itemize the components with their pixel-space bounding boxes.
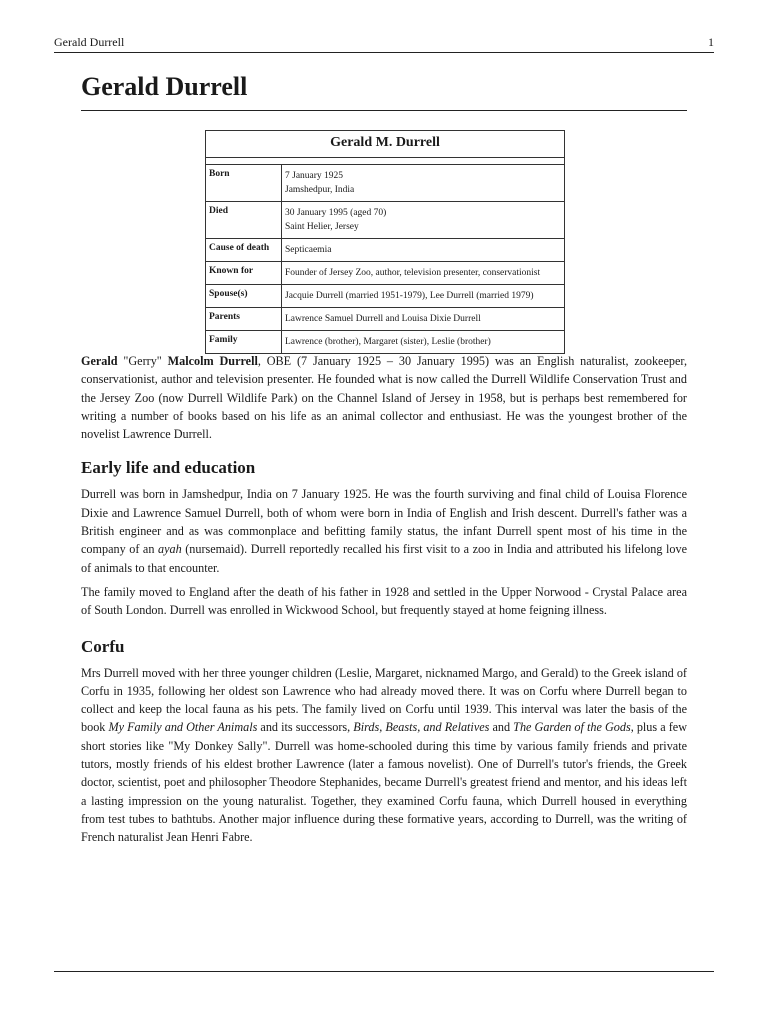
text-span: , plus a few short stories like "My Donkey Sally". Durrell was home-schooled during this time by various family friends and private tutors, mostly friends of his eldest brother Lawrence (later a famous novelist). One of Durrell's tutor's friends, the Greek doctor, scientist, poet and philosopher Theodore Stephanides, became Durrell's greatest friend and mentor, and his ideas left a lasting impression on the young naturalist. Together, they examined Corfu fauna, which Durrell housed in everything from test tubes to bathtubs. Another major influence during these formative years, according to Durrell, was the writing of French naturalist Jean Henri Fabre. <box>81 720 687 845</box>
infobox-label: Died <box>206 202 282 238</box>
subject-surname: Malcolm Durrell <box>167 354 258 368</box>
subject-nickname: "Gerry" <box>123 354 162 368</box>
text-span: and <box>489 720 514 735</box>
infobox-title: Gerald M. Durrell <box>206 131 564 158</box>
infobox-row <box>206 202 564 239</box>
infobox-value <box>282 202 389 238</box>
article-body <box>81 352 687 853</box>
infobox-row <box>206 262 564 285</box>
infobox-value-line: Lawrence Samuel Durrell and Louisa Dixie Durrell <box>285 314 481 324</box>
text-span: (nursemaid). Durrell reportedly recalled his first visit to a zoo in India and attributed his lifelong love of animals to that encounter. <box>81 542 687 575</box>
corfu-paragraph <box>81 664 687 847</box>
infobox-value-line: Septicaemia <box>285 245 332 255</box>
infobox-value-line: 30 January 1995 (aged 70) <box>285 208 387 218</box>
infobox-row <box>206 285 564 308</box>
intro-paragraph <box>81 352 687 443</box>
infobox-value <box>282 308 484 330</box>
page-number: 1 <box>708 35 714 49</box>
text-span: and its successors, <box>257 720 354 735</box>
infobox-row <box>206 239 564 262</box>
section-heading-corfu: Corfu <box>81 636 125 656</box>
early-life-paragraph-1 <box>81 485 687 576</box>
infobox-value <box>282 331 494 353</box>
book-title: The Garden of the Gods <box>513 720 631 735</box>
intro-text: , OBE (7 January 1925 – 30 January 1995) was an English naturalist, zookeeper, conservationist, author and television presenter. He founded what is now called the Durrell Wildlife Conservation Trust and the Jersey Zoo (now Durrell Wildlife Park) on the Channel Island of Jersey in 1958, but is perhaps best remembered for writing a number of books based on his life as an animal collector and enthusiast. He was the youngest brother of the novelist Lawrence Durrell. <box>81 354 687 442</box>
text-span: Durrell was born in Jamshedpur, India on 7 January 1925. He was the fourth surviving and final child of Louisa Florence Dixie and Lawrence Samuel Durrell, both of whom were born in India of English and Irish descent. Durrell's father was a British engineer and as was commonplace and befitting family status, the infant Durrell spent most of his time in the company of an <box>81 487 687 557</box>
infobox-value <box>282 239 334 261</box>
infobox-row <box>206 165 564 202</box>
infobox-value <box>282 285 536 307</box>
footer-rule <box>54 971 714 972</box>
infobox-value-line: Founder of Jersey Zoo, author, television presenter, conservationist <box>285 268 541 278</box>
section-heading-early-life: Early life and education <box>81 458 256 478</box>
ayah-term: ayah <box>157 542 182 557</box>
infobox-value-line: Saint Helier, Jersey <box>285 222 359 232</box>
infobox-label: Parents <box>206 308 282 330</box>
running-title: Gerald Durrell <box>54 35 125 49</box>
infobox-value-line: Lawrence (brother), Margaret (sister), Leslie (brother) <box>285 337 491 347</box>
page-title: Gerald Durrell <box>81 70 687 111</box>
infobox-row <box>206 308 564 331</box>
infobox <box>205 130 565 354</box>
infobox-divider <box>206 158 564 165</box>
infobox-label: Family <box>206 331 282 353</box>
early-life-paragraph-2: The family moved to England after the death of his father in 1928 and settled in the Upper Norwood - Crystal Palace area of South London. Durrell was enrolled in Wickwood School, but frequently stayed at home feigning illness. <box>81 584 687 618</box>
running-header <box>54 35 714 53</box>
infobox-value <box>282 165 357 201</box>
book-title: Birds, Beasts, and Relatives <box>353 720 490 735</box>
infobox-rows <box>206 165 564 353</box>
infobox-value-line: Jacquie Durrell (married 1951-1979), Lee Durrell (married 1979) <box>285 291 534 301</box>
infobox-label: Spouse(s) <box>206 285 282 307</box>
infobox-label: Cause of death <box>206 239 282 261</box>
infobox-value-line: Jamshedpur, India <box>285 185 355 195</box>
infobox-value <box>282 262 543 284</box>
infobox-value-line: 7 January 1925 <box>285 171 344 181</box>
text-span: Mrs Durrell moved with her three younger children (Leslie, Margaret, nicknamed Margo, and Gerald) to the Greek island of Corfu in 1935, following her oldest son Lawrence who had already moved there. It was on Corfu where Durrell began to collect and keep the local fauna as his pets. The family lived on Corfu until 1939. This interval was later the basis of the book <box>81 665 687 735</box>
infobox-label: Born <box>206 165 282 201</box>
subject-first-name: Gerald <box>81 354 118 368</box>
book-title: My Family and Other Animals <box>108 720 258 735</box>
infobox-row <box>206 331 564 353</box>
infobox-label: Known for <box>206 262 282 284</box>
